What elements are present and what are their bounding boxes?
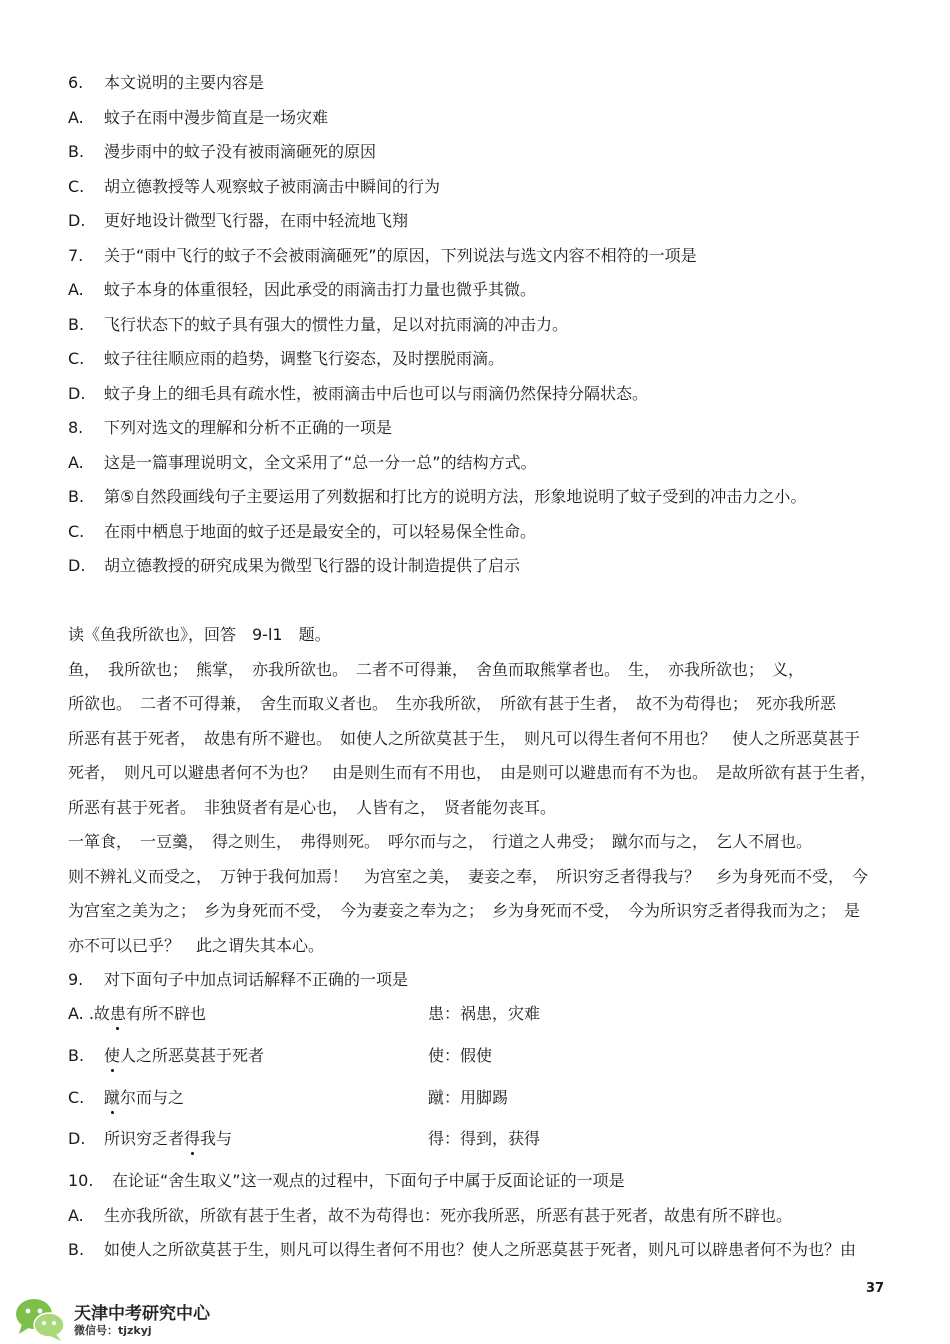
- question-8-option-a: A. 这是一篇事理说明文，全文采用了“总一分一总”的结构方式。: [68, 453, 537, 472]
- question-9-gloss-d: 得：得到，获得: [428, 1129, 541, 1148]
- question-9-gloss-a: 患：祸患，灾难: [428, 1004, 541, 1023]
- question-10-option-a: A. 生亦我所欲，所欲有甚于生者，故不为苟得也：死亦我所恶，所恶有甚于死者，故患有所不辟也。: [68, 1206, 793, 1225]
- question-7-option-b: B. 飞行状态下的蚊子具有强大的惯性力量，足以对抗雨滴的冲击力。: [68, 315, 569, 334]
- question-7-option-c: C. 蚊子往往顺应雨的趋势，调整飞行姿态，及时摆脱雨滴。: [68, 349, 505, 368]
- passage-line: 所欲也。 二者不可得兼， 舍生而取义者也。 生亦我所欲， 所欲有甚于生者， 故不为苟得也； 死亦我所恶: [68, 694, 837, 713]
- question-7-stem: 7. 关于“雨中飞行的蚊子不会被雨滴砸死”的原因，下列说法与选文内容不相符的一项是: [68, 246, 697, 265]
- question-10-option-b: B. 如使人之所欲莫甚于生，则凡可以得生者何不用也？使人之所恶莫甚于死者，则凡可以辟患者何不为也？由: [68, 1240, 857, 1259]
- question-6-option-b: B. 漫步雨中的蚊子没有被雨滴砸死的原因: [68, 142, 377, 161]
- question-9-option-c: C. 蹴尔而与之: [68, 1088, 185, 1107]
- question-8-option-d: D. 胡立德教授的研究成果为微型飞行器的设计制造提供了启示: [68, 556, 521, 575]
- question-6-option-c: C. 胡立德教授等人观察蚊子被雨滴击中瞬间的行为: [68, 177, 441, 196]
- passage-line: 则不辨礼义而受之， 万钟于我何加焉！ 为宫室之美， 妻妾之奉， 所识穷乏者得我与？ 乡为身死而不受， 今: [68, 867, 869, 886]
- question-8-option-c: C. 在雨中栖息于地面的蚊子还是最安全的，可以轻易保全性命。: [68, 522, 537, 541]
- passage-line: 所恶有甚于死者， 故患有所不避也。 如使人之所欲莫甚于生， 则凡可以得生者何不用也？ 使人之所恶莫甚于: [68, 729, 861, 748]
- question-7-option-a: A. 蚊子本身的体重很轻，因此承受的雨滴击打力量也微乎其微。: [68, 280, 537, 299]
- logo-title: 天津中考研究中心: [74, 1304, 210, 1324]
- wechat-icon: [14, 1296, 66, 1342]
- question-9-gloss-b: 使：假使: [428, 1046, 493, 1065]
- passage-line: 一箪食， 一豆羹， 得之则生， 弗得则死。 呼尔而与之， 行道之人弗受； 蹴尔而与之， 乞人不屑也。: [68, 832, 813, 851]
- dotted-word: 得: [184, 1129, 201, 1148]
- logo-subtitle: 微信号：tjzkyj: [74, 1324, 152, 1337]
- question-6-option-d: D. 更好地设计微型飞行器，在雨中轻流地飞翔: [68, 211, 409, 230]
- question-9-option-b: B. 使人之所恶莫甚于死者: [68, 1046, 265, 1065]
- passage-line: 亦不可以已乎？ 此之谓失其本心。: [68, 936, 325, 955]
- question-9-option-d: D. 所识穷乏者得我与: [68, 1129, 233, 1148]
- question-9-gloss-c: 蹴：用脚踢: [428, 1088, 509, 1107]
- question-8-stem: 8. 下列对选文的理解和分析不正确的一项是: [68, 418, 393, 437]
- dotted-word: 蹴: [104, 1088, 121, 1107]
- passage-line: 所恶有甚于死者。 非独贤者有是心也， 人皆有之， 贤者能勿丧耳。: [68, 798, 557, 817]
- page-number: 37: [866, 1281, 885, 1296]
- passage-line: 死者， 则凡可以避患者何不为也？ 由是则生而有不用也， 由是则可以避患而有不为也。 是故所欲有甚于生者，: [68, 763, 877, 782]
- question-9-option-a: A. .故患有所不辟也: [68, 1004, 206, 1023]
- passage-line: 为宫室之美为之； 乡为身死而不受， 今为妻妾之奉为之； 乡为身死而不受， 今为所识穷乏者得我而为之； 是: [68, 901, 861, 920]
- question-6-stem: 6. 本文说明的主要内容是: [68, 73, 265, 92]
- question-7-option-d: D. 蚊子身上的细毛具有疏水性，被雨滴击中后也可以与雨滴仍然保持分隔状态。: [68, 384, 649, 403]
- passage-line: 鱼， 我所欲也； 熊掌， 亦我所欲也。 二者不可得兼， 舍鱼而取熊掌者也。 生， 亦我所欲也； 义，: [68, 660, 805, 679]
- dotted-word: 使: [104, 1046, 121, 1065]
- question-9-stem: 9. 对下面句子中加点词话解释不正确的一项是: [68, 970, 409, 989]
- question-10-stem: 10. 在论证“舍生取义”这一观点的过程中，下面句子中属于反面论证的一项是: [68, 1171, 625, 1190]
- reading-intro: 读《鱼我所欲也》，回答 9-l1 题。: [68, 625, 331, 644]
- dotted-word: 患: [109, 1004, 126, 1023]
- question-6-option-a: A. 蚊子在雨中漫步简直是一场灾难: [68, 108, 329, 127]
- footer-logo: [14, 1296, 254, 1342]
- question-8-option-b: B. 第⑤自然段画线句子主要运用了列数据和打比方的说明方法，形象地说明了蚊子受到的冲击力之小。: [68, 487, 807, 506]
